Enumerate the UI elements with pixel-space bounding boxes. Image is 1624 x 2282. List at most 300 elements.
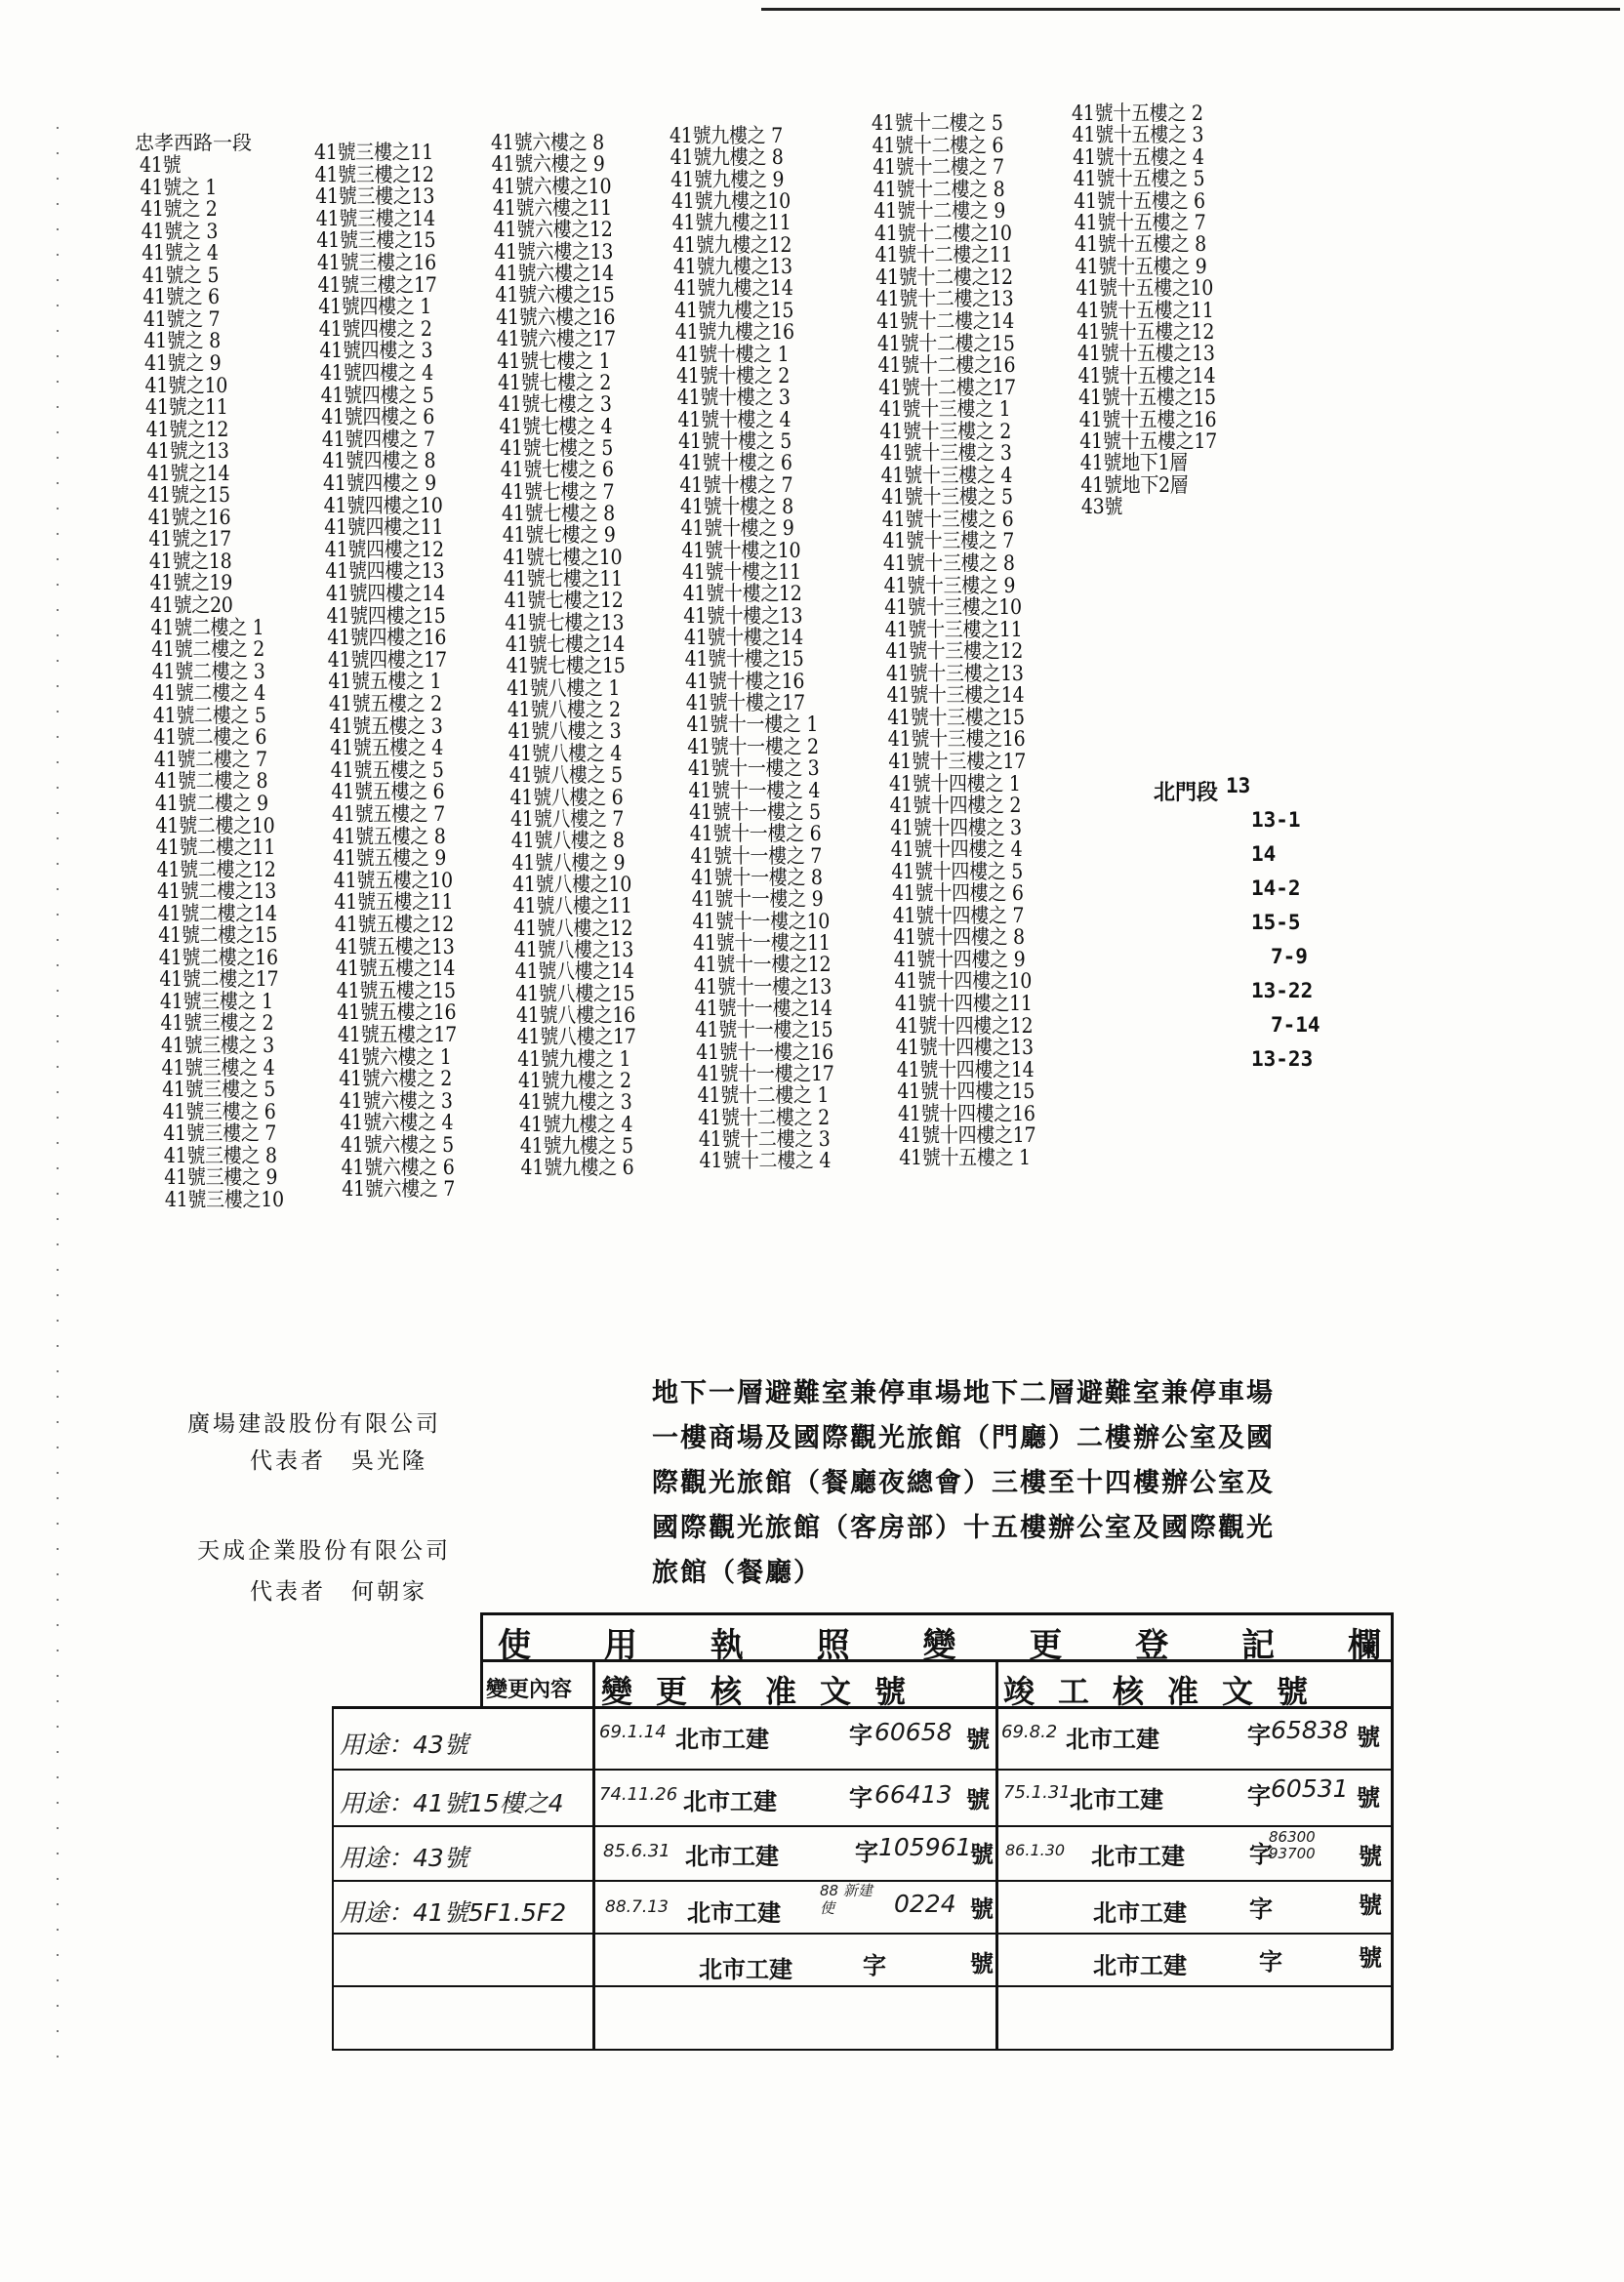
company-1-representative: 代表者 吳光隆 [250, 1448, 427, 1474]
lot-number: 7-14 [1271, 1013, 1320, 1037]
address-entry: 41號十一樓之 1 [686, 713, 819, 737]
address-entry: 41號十四樓之13 [896, 1035, 1034, 1060]
address-entry: 41號十二樓之 3 [698, 1126, 831, 1152]
address-entry: 41號十樓之12 [682, 582, 802, 606]
row-content: 用途：43號 [340, 1731, 468, 1759]
address-entry: 41號四樓之 7 [321, 427, 435, 452]
address-entry: 41號十二樓之 2 [698, 1105, 830, 1130]
address-entry: 41號十二樓之 7 [873, 154, 1004, 180]
address-entry: 41號之13 [146, 439, 229, 464]
row-content: 用途：41號15樓之4 [340, 1789, 564, 1817]
address-entry: 41號十一樓之11 [693, 930, 831, 956]
address-entry: 41號二樓之 8 [154, 769, 268, 794]
company-2-representative: 代表者 何朝家 [250, 1579, 427, 1605]
row-num-complete: 60531 [1271, 1774, 1349, 1803]
title-char: 記 [1241, 1626, 1276, 1665]
address-entry: 41號七樓之 4 [499, 414, 613, 439]
row-zi-approve: 字 [855, 1838, 878, 1866]
address-entry: 41號六樓之10 [492, 174, 612, 199]
lot-number: 14-2 [1251, 876, 1301, 900]
address-entry: 41號十五樓之15 [1078, 386, 1216, 410]
address-entry: 41號四樓之 9 [323, 470, 436, 496]
address-entry: 41號九樓之 6 [520, 1156, 634, 1180]
address-entry: 41號十樓之 9 [680, 516, 794, 541]
address-entry: 41號五樓之 2 [329, 691, 442, 716]
title-char: 使 [498, 1626, 531, 1665]
scan-top-border [761, 8, 1620, 11]
address-entry: 41號五樓之14 [336, 957, 456, 981]
header-change-approval-no: 變更核准文號 [601, 1673, 930, 1710]
address-entry: 41號十樓之 2 [676, 363, 791, 388]
address-entry: 41號之18 [148, 549, 232, 574]
address-entry: 41號十一樓之 4 [688, 778, 821, 803]
address-entry: 41號十五樓之 5 [1073, 167, 1205, 191]
address-entry: 41號二樓之 2 [151, 636, 264, 662]
address-entry: 41號十三樓之 7 [882, 529, 1014, 553]
address-entry: 41號十二樓之15 [877, 331, 1015, 356]
address-entry: 41號五樓之16 [337, 1000, 457, 1025]
address-entry: 41號之 5 [142, 263, 220, 288]
address-entry: 41號六樓之 2 [339, 1067, 453, 1091]
address-entry: 41號十五樓之 1 [899, 1145, 1031, 1170]
address-entry: 41號三樓之 7 [163, 1121, 277, 1146]
address-entry: 41號十三樓之12 [885, 639, 1024, 664]
address-entry: 41號九樓之13 [672, 254, 792, 279]
row-office-complete: 北市工建 [1093, 1951, 1187, 1979]
address-entry: 41號七樓之 3 [498, 392, 612, 417]
lot-number: 13-22 [1251, 979, 1314, 1002]
address-entry: 41號十二樓之 8 [873, 177, 1005, 202]
address-entry: 41號十一樓之 9 [691, 887, 824, 912]
address-entry: 41號五樓之13 [335, 934, 455, 959]
row-date-approve: 88.7.13 [605, 1897, 669, 1917]
row-zi-approve: 字 [849, 1721, 873, 1749]
address-entry: 41號八樓之14 [514, 959, 634, 984]
building-usage-description [652, 1371, 1374, 1596]
address-entry: 41號十五樓之 3 [1072, 123, 1204, 147]
address-entry: 41號十五樓之13 [1077, 342, 1215, 366]
address-entry: 41號七樓之 2 [498, 370, 612, 395]
address-entry: 41號三樓之 1 [159, 989, 273, 1014]
address-entry: 41號六樓之 1 [338, 1044, 452, 1070]
address-entry: 41號六樓之 3 [339, 1088, 453, 1114]
address-entry: 41號十四樓之 6 [892, 881, 1024, 906]
row-hao-approve: 號 [970, 1840, 994, 1868]
usage-line: 際觀光旅館（餐廳夜總會）三樓至十四樓辦公室及 [652, 1468, 1275, 1498]
address-entry: 41號十樓之14 [683, 625, 803, 650]
address-entry: 41號八樓之 9 [511, 850, 626, 876]
address-entry: 41號之15 [147, 483, 230, 508]
address-entry: 41號三樓之 5 [162, 1077, 275, 1102]
address-entry: 41號六樓之15 [495, 283, 615, 307]
address-entry: 41號五樓之 9 [333, 846, 447, 871]
row-date-approve: 74.11.26 [599, 1784, 678, 1805]
address-entry: 41號十二樓之 9 [873, 199, 1005, 224]
address-entry: 41號二樓之10 [155, 813, 275, 838]
address-entry: 41號四樓之 6 [321, 405, 435, 429]
address-entry: 41號五樓之17 [338, 1022, 457, 1047]
address-entry: 41號三樓之16 [317, 250, 436, 275]
address-entry: 41號四樓之 2 [318, 316, 432, 342]
address-entry: 41號九樓之14 [673, 276, 793, 301]
address-entry: 41號十一樓之 3 [687, 756, 820, 781]
address-entry: 41號八樓之 3 [508, 719, 622, 744]
title-char: 執 [710, 1626, 744, 1665]
address-entry: 41號八樓之11 [512, 894, 632, 918]
row-office-complete: 北市工建 [1070, 1785, 1163, 1813]
address-entry: 41號七樓之 9 [502, 523, 616, 548]
address-entry: 41號四樓之14 [326, 581, 445, 606]
address-entry: 41號之16 [147, 505, 231, 530]
row-hao-approve: 號 [966, 1725, 990, 1753]
row-num-approve: 66413 [874, 1780, 953, 1809]
row-office-approve: 北市工建 [687, 1898, 781, 1927]
address-entry: 41號二樓之 6 [153, 725, 267, 750]
usage-line: 地下一層避難室兼停車場地下二層避難室兼停車場 [652, 1378, 1275, 1408]
address-entry: 41號十三樓之14 [886, 683, 1025, 708]
row-num-complete: 86300 93700 [1269, 1828, 1316, 1862]
address-entry: 41號八樓之 4 [508, 741, 623, 766]
title-char: 用 [603, 1626, 637, 1665]
row-hao-complete: 號 [1357, 1783, 1380, 1812]
address-entry: 41號十三樓之 2 [879, 419, 1011, 444]
address-entry: 41號三樓之14 [315, 206, 435, 231]
address-entry: 41號十三樓之 3 [880, 441, 1012, 466]
address-entry: 41號之 7 [142, 306, 221, 332]
address-entry: 41號二樓之 3 [151, 659, 265, 684]
address-entry: 41號十三樓之 4 [880, 463, 1013, 488]
lot-number: 7-9 [1271, 945, 1308, 968]
row-office-approve: 北市工建 [683, 1787, 777, 1815]
address-entry: 41號八樓之 8 [510, 829, 625, 853]
address-entry: 41號七樓之12 [504, 589, 624, 613]
address-entry: 41號之 1 [140, 175, 218, 200]
address-entry: 41號九樓之 4 [519, 1112, 633, 1137]
address-entry: 41號十四樓之 3 [890, 815, 1022, 840]
address-entry: 41號五樓之11 [334, 890, 454, 915]
address-entry: 41號二樓之12 [156, 857, 276, 882]
address-entry: 41號十樓之16 [685, 669, 805, 694]
lot-number: 14 [1251, 842, 1277, 866]
address-entry: 41號九樓之 7 [670, 123, 783, 148]
address-entry: 41號十樓之 3 [676, 386, 791, 410]
lot-number: 15-5 [1251, 911, 1301, 934]
address-entry: 41號十二樓之10 [874, 221, 1012, 246]
address-entry: 41號十三樓之11 [884, 617, 1023, 642]
address-entry: 41號十一樓之12 [693, 953, 832, 977]
address-entry: 41號十五樓之11 [1076, 298, 1214, 323]
address-entry: 41號十四樓之16 [898, 1101, 1035, 1126]
address-entry: 41號之 9 [143, 350, 222, 376]
row-date-complete: 75.1.31 [1003, 1782, 1071, 1803]
address-entry: 41號八樓之 2 [507, 697, 621, 722]
address-entry: 41號五樓之12 [335, 912, 454, 937]
address-entry: 41號六樓之12 [493, 218, 613, 242]
address-entry: 41號九樓之12 [672, 232, 792, 258]
address-entry: 41號二樓之13 [157, 879, 277, 904]
address-entry: 41號二樓之15 [158, 923, 278, 948]
address-entry: 43號 [1080, 495, 1123, 519]
address-entry: 41號十五樓之 8 [1075, 232, 1206, 257]
address-entry: 41號十二樓之11 [874, 243, 1013, 267]
address-entry: 41號十二樓之17 [878, 375, 1016, 400]
address-entry: 41號十樓之13 [683, 603, 803, 629]
title-char: 更 [1029, 1626, 1063, 1665]
row-hao-complete: 號 [1357, 1723, 1380, 1751]
row-office-approve: 北市工建 [675, 1725, 769, 1753]
address-entry: 41號七樓之 6 [500, 458, 614, 482]
address-entry: 41號之 2 [141, 196, 218, 222]
title-char: 變 [922, 1626, 956, 1665]
address-entry: 41號十一樓之15 [695, 1018, 833, 1042]
header-completion-approval-no: 竣工核准文號 [1003, 1673, 1332, 1710]
address-entry: 41號十二樓之16 [877, 352, 1016, 378]
address-entry: 41號二樓之16 [158, 945, 278, 970]
row-zi-complete: 字 [1247, 1781, 1271, 1810]
address-entry: 41號七樓之15 [506, 654, 626, 678]
address-entry: 41號七樓之13 [505, 610, 625, 635]
address-entry: 41號九樓之10 [670, 188, 791, 214]
address-entry: 41號三樓之 9 [164, 1165, 278, 1190]
address-entry: 41號三樓之 6 [162, 1099, 276, 1124]
address-entry: 41號十四樓之 4 [890, 837, 1023, 862]
address-entry: 41號五樓之 5 [330, 757, 444, 783]
address-entry: 41號九樓之 2 [517, 1068, 631, 1093]
address-entry: 41號十五樓之16 [1078, 407, 1217, 432]
address-entry: 41號四樓之 5 [320, 383, 434, 408]
company-1-name: 廣場建設股份有限公司 [187, 1411, 441, 1437]
address-entry: 41號十四樓之14 [896, 1057, 1035, 1082]
address-entry: 41號六樓之 7 [342, 1177, 456, 1202]
company-2-name: 天成企業股份有限公司 [197, 1538, 451, 1564]
address-entry: 41號二樓之11 [156, 835, 276, 860]
row-hao-approve: 號 [970, 1895, 994, 1923]
address-entry: 41號三樓之 2 [160, 1011, 274, 1036]
address-entry: 41號十三樓之10 [884, 594, 1022, 620]
row-num-approve: 60658 [874, 1718, 953, 1746]
address-entry: 41號十一樓之 8 [691, 865, 823, 890]
address-entry: 41號六樓之14 [494, 261, 614, 286]
row-zi-approve: 字 [849, 1783, 873, 1812]
address-entry: 41號八樓之16 [516, 1002, 635, 1028]
address-entry: 41號十四樓之 2 [889, 793, 1022, 818]
address-entry: 41號六樓之 6 [341, 1155, 455, 1180]
address-entry: 41號十四樓之 8 [893, 925, 1025, 950]
row-office-complete: 北市工建 [1066, 1725, 1159, 1753]
address-entry: 41號十三樓之 8 [883, 550, 1015, 576]
header-change-content: 變更內容 [486, 1677, 573, 1702]
address-entry: 41號十樓之17 [685, 690, 805, 715]
address-entry: 41號二樓之 7 [153, 747, 267, 772]
address-entry: 41號二樓之 4 [152, 681, 266, 706]
row-num-approve: 0224 [894, 1890, 956, 1918]
address-entry: 41號五樓之 4 [330, 736, 444, 760]
address-entry: 41號地下1層 [1079, 451, 1188, 475]
address-entry: 41號四樓之 1 [318, 295, 432, 319]
address-entry: 41號六樓之 8 [491, 130, 604, 155]
address-entry: 41號十樓之 1 [675, 342, 790, 367]
address-entry: 41號十一樓之14 [695, 996, 832, 1021]
address-entry: 41號十四樓之 1 [889, 771, 1021, 796]
row-date-complete: 69.8.2 [1001, 1722, 1058, 1742]
address-entry: 41號三樓之15 [316, 228, 436, 253]
address-entry: 41號七樓之10 [503, 545, 623, 570]
address-entry: 41號十二樓之13 [875, 287, 1014, 311]
address-entry: 41號十五樓之10 [1076, 276, 1214, 301]
address-entry: 41號十四樓之11 [895, 991, 1033, 1016]
address-entry: 41號十二樓之 4 [699, 1149, 832, 1173]
address-entry: 41號五樓之 8 [332, 824, 446, 849]
address-entry: 41號之17 [148, 527, 231, 551]
address-entry: 41號三樓之 4 [161, 1055, 275, 1080]
address-entry: 41號八樓之 6 [509, 785, 624, 810]
address-entry: 41號十五樓之12 [1076, 319, 1215, 345]
row-date-approve: 69.1.14 [599, 1722, 667, 1742]
address-entry: 41號十一樓之 7 [690, 843, 823, 869]
address-entry: 41號十四樓之15 [897, 1080, 1035, 1104]
address-entry: 41號六樓之13 [494, 239, 614, 265]
row-zi-approve: 字 [863, 1951, 886, 1979]
address-entry: 41號七樓之11 [504, 566, 623, 591]
address-entry: 41號八樓之 1 [507, 675, 621, 701]
address-entry: 41號五樓之 6 [331, 780, 445, 804]
address-entry: 41號十四樓之17 [898, 1123, 1036, 1148]
address-entry: 41號十三樓之13 [886, 661, 1024, 686]
address-entry: 41號之11 [145, 394, 228, 420]
address-entry: 41號三樓之13 [315, 184, 435, 209]
address-entry: 41號十三樓之 1 [878, 397, 1011, 422]
address-entry: 41號十四樓之12 [895, 1013, 1034, 1039]
address-entry: 41號五樓之15 [336, 978, 456, 1003]
address-entry: 41號八樓之13 [514, 937, 634, 962]
address-entry: 41號三樓之 8 [163, 1143, 277, 1168]
address-entry: 41號九樓之 5 [519, 1133, 633, 1159]
north-gate-label: 北門段 [1154, 780, 1219, 805]
road-name: 忠孝西路一段 [135, 131, 252, 154]
address-entry: 41號七樓之 8 [502, 501, 615, 526]
address-entry: 41號十三樓之 5 [881, 485, 1013, 509]
row-num-approve: 105961 [878, 1833, 972, 1861]
address-entry: 41號之14 [146, 461, 230, 486]
address-entry: 41號五樓之 7 [332, 801, 445, 827]
address-entry: 41號四樓之15 [326, 603, 446, 629]
address-entry: 41號十一樓之 5 [689, 799, 821, 825]
row-hao-approve: 號 [966, 1785, 990, 1813]
address-entry: 41號十四樓之 5 [891, 859, 1023, 884]
address-entry: 41號九樓之16 [674, 320, 794, 345]
address-entry: 41號六樓之 4 [340, 1111, 454, 1135]
address-entry: 41號之19 [149, 571, 232, 595]
address-entry: 41號五樓之10 [333, 868, 453, 893]
address-entry: 41號地下2層 [1080, 472, 1189, 498]
address-entry: 41號八樓之17 [516, 1025, 636, 1049]
address-entry: 41號十四樓之 9 [893, 947, 1026, 972]
address-entry: 41號九樓之 9 [670, 167, 785, 192]
address-entry: 41號十樓之 6 [678, 451, 792, 475]
address-entry: 41號十樓之10 [681, 538, 801, 563]
address-entry: 41號四樓之 4 [320, 360, 433, 386]
address-entry: 41號四樓之13 [325, 559, 445, 584]
address-entry: 41號十一樓之17 [696, 1061, 834, 1086]
usage-line: 旅館（餐廳） [652, 1558, 822, 1588]
address-entry: 41號二樓之 5 [152, 703, 266, 728]
address-entry: 41號十二樓之 1 [697, 1083, 830, 1108]
address-entry: 41號十樓之 4 [677, 407, 792, 432]
address-entry: 41號十五樓之 6 [1074, 188, 1205, 214]
address-entry: 41號十一樓之13 [694, 974, 832, 999]
address-entry: 41號之20 [150, 592, 233, 618]
address-entry: 41號六樓之11 [492, 195, 612, 221]
title-char: 照 [816, 1626, 850, 1665]
address-entry: 41號十五樓之 2 [1072, 101, 1203, 126]
lot-number: 13-1 [1251, 808, 1301, 832]
address-entry: 41號九樓之11 [671, 211, 792, 235]
address-entry: 41號三樓之10 [164, 1187, 284, 1212]
row-date-complete: 86.1.30 [1005, 1841, 1066, 1859]
address-entry: 41號四樓之10 [323, 493, 443, 518]
address-entry: 41號十樓之15 [684, 647, 804, 672]
address-entry: 41號十二樓之12 [875, 265, 1013, 290]
address-entry: 41號二樓之17 [159, 967, 279, 992]
address-entry: 41號三樓之12 [314, 162, 434, 187]
row-hao-complete: 號 [1359, 1943, 1382, 1972]
license-change-register-table [332, 1612, 1396, 2052]
row-hao-approve: 號 [970, 1949, 994, 1977]
address-entry: 41號十一樓之 2 [687, 734, 819, 759]
address-entry: 41號二樓之 1 [150, 615, 264, 640]
address-entry: 41號六樓之17 [496, 327, 616, 351]
lot-number: 13-23 [1251, 1047, 1314, 1071]
address-entry: 41號七樓之 1 [497, 348, 611, 374]
row-zi-complete: 字 [1247, 1721, 1271, 1749]
binding-hole-dots [57, 127, 59, 2079]
address-entry: 41號四樓之11 [324, 515, 444, 540]
address-entry: 41號八樓之15 [515, 981, 635, 1006]
address-entry: 41號十樓之 7 [679, 472, 793, 498]
address-entry: 41號十五樓之 9 [1075, 254, 1207, 279]
row-date-approve: 85.6.31 [603, 1841, 670, 1861]
address-entry: 41號之 4 [142, 241, 219, 265]
address-entry: 41號十樓之11 [682, 559, 801, 585]
address-entry: 41號十三樓之 9 [883, 573, 1016, 598]
address-entry: 41號十三樓之 6 [881, 507, 1014, 532]
address-entry: 41號三樓之11 [314, 140, 433, 165]
row-office-complete: 北市工建 [1091, 1842, 1185, 1870]
address-entry: 41號七樓之 5 [500, 435, 613, 461]
address-entry: 41號八樓之 7 [510, 806, 625, 832]
address-entry: 41號二樓之 9 [154, 791, 268, 816]
row-office-approve: 北市工建 [685, 1842, 779, 1870]
address-entry: 41號五樓之 1 [328, 670, 442, 694]
row-hao-complete: 號 [1359, 1842, 1382, 1870]
address-entry: 41號十三樓之15 [887, 705, 1025, 730]
usage-line: 一樓商場及國際觀光旅館（門廳）二樓辦公室及國 [652, 1423, 1275, 1453]
address-entry: 41號十二樓之14 [876, 308, 1015, 334]
row-zi-complete: 字 [1249, 1840, 1273, 1868]
row-content: 用途：43號 [340, 1844, 468, 1872]
address-entry: 41號十五樓之 7 [1074, 210, 1206, 235]
address-entry: 41號四樓之16 [327, 626, 447, 650]
address-entry: 41號十四樓之10 [894, 969, 1033, 994]
row-zi-complete: 字 [1259, 1947, 1282, 1976]
address-entry: 41號十三樓之16 [887, 727, 1026, 752]
address-entry: 41號十四樓之 7 [892, 903, 1025, 928]
address-entry: 41號十二樓之 6 [872, 133, 1004, 158]
address-entry: 41號九樓之 3 [518, 1090, 632, 1115]
address-entry: 41號四樓之 3 [319, 339, 433, 363]
row-content: 用途：41號5F1.5F2 [340, 1898, 567, 1927]
address-entry: 41號十一樓之10 [692, 909, 831, 934]
